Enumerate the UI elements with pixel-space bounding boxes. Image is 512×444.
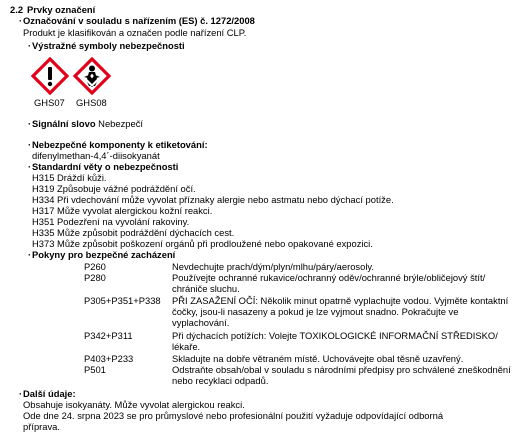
ghs08-pictogram [73,57,111,95]
ghs07-label: GHS07 [34,97,65,108]
classification-note: Produkt je klasifikován a označen podle nařízení CLP. [23,27,247,38]
health-hazard-icon [73,57,111,95]
precautionary-heading: · Pokyny pro bezpečné zacházení [28,249,176,260]
ghs07-pictogram [31,57,69,95]
p-code: P280 [84,272,106,283]
p-code: P403+P233 [84,353,134,364]
bullet: · [28,118,32,129]
signal-word-value: Nebezpečí [98,118,143,129]
hazard-statements-heading: · Standardní věty o nebezpečnosti [28,161,179,172]
p-text: vyplachování. [172,317,230,328]
bullet: · [28,40,32,51]
hazard-statement: H319 Způsobuje vážné podráždění očí. [32,183,196,194]
bullet: · [19,15,23,26]
p-text: Při dýchacích potížích: Volejte TOXIKOLOGICKÉ INFORMAČNÍ STŘEDISKO/ [172,330,498,341]
p-text: Skladujte na dobře větraném místě. Uchovávejte obal těsně uzavřený. [172,353,464,364]
p-code: P260 [84,261,106,272]
hazard-statement: H334 Při vdechování může vyvolat příznaky alergie nebo astmatu nebo dýchací potíže. [32,194,394,205]
p-code: P501 [84,364,106,375]
p-text: Nevdechujte prach/dým/plyn/mlhu/páry/aerosoly. [172,261,375,272]
additional-info-heading: · Další údaje: [19,388,76,399]
bullet: · [28,139,32,150]
p-text: PŘI ZASAŽENÍ OČÍ: Několik minut opatrně vyplachujte vodou. Vyjměte kontaktní [172,295,509,306]
hazard-statement: H373 Může způsobit poškození orgánů při prodloužené nebo opakované expozici. [32,238,373,249]
section-title: Prvky označení [27,4,96,15]
hazard-statement: H317 Může vyvolat alergickou kožní reakci. [32,205,213,216]
hazard-statement: H335 Může způsobit podráždění dýchacích cest. [32,227,235,238]
p-text: čočky, jsou-li nasazeny a pokud je lze vyjmout snadno. Pokračujte ve [172,306,459,317]
bullet: · [28,249,32,260]
additional-info-line: Ode dne 24. srpna 2023 se pro průmyslové nebo profesionální použití vyžaduje odpovídající odborná [23,410,444,421]
signal-word-label: Signální slovo [32,118,96,129]
bullet: · [28,161,32,172]
additional-info-line: Obsahuje isokyanáty. Může vyvolat alergickou reakci. [23,399,245,410]
signal-word-row [28,118,143,130]
subsection-title: · Označování v souladu s nařízením (ES) č. 1272/2008 [19,15,255,26]
p-code: P305+P351+P338 [84,295,161,306]
pictograms-heading: · Výstražné symboly nebezpečnosti [28,40,185,51]
p-text: nebo recyklaci odpadů. [172,375,269,386]
p-text: chrániče sluchu. [172,283,240,294]
additional-info-line: příprava. [23,421,60,432]
p-text: lékaře. [172,341,201,352]
hazard-statement: H315 Dráždí kůži. [32,172,107,183]
p-text: Používejte ochranné rukavice/ochranný oděv/ochranné brýle/obličejový štít/ [172,272,486,283]
bullet: · [19,388,23,399]
p-text: Odstraňte obsah/obal v souladu s národními předpisy pro schválené zneškodnění [172,364,511,375]
hazard-statement: H351 Podezření na vyvolání rakoviny. [32,216,190,227]
section-number: 2.2 [10,4,24,15]
p-code: P342+P311 [84,330,133,341]
exclamation-mark-icon [31,57,69,95]
components-heading: · Nebezpečné komponenty k etiketování: [28,139,208,150]
components-value: difenylmethan-4,4´-diisokyanát [32,150,160,161]
ghs08-label: GHS08 [76,97,107,108]
